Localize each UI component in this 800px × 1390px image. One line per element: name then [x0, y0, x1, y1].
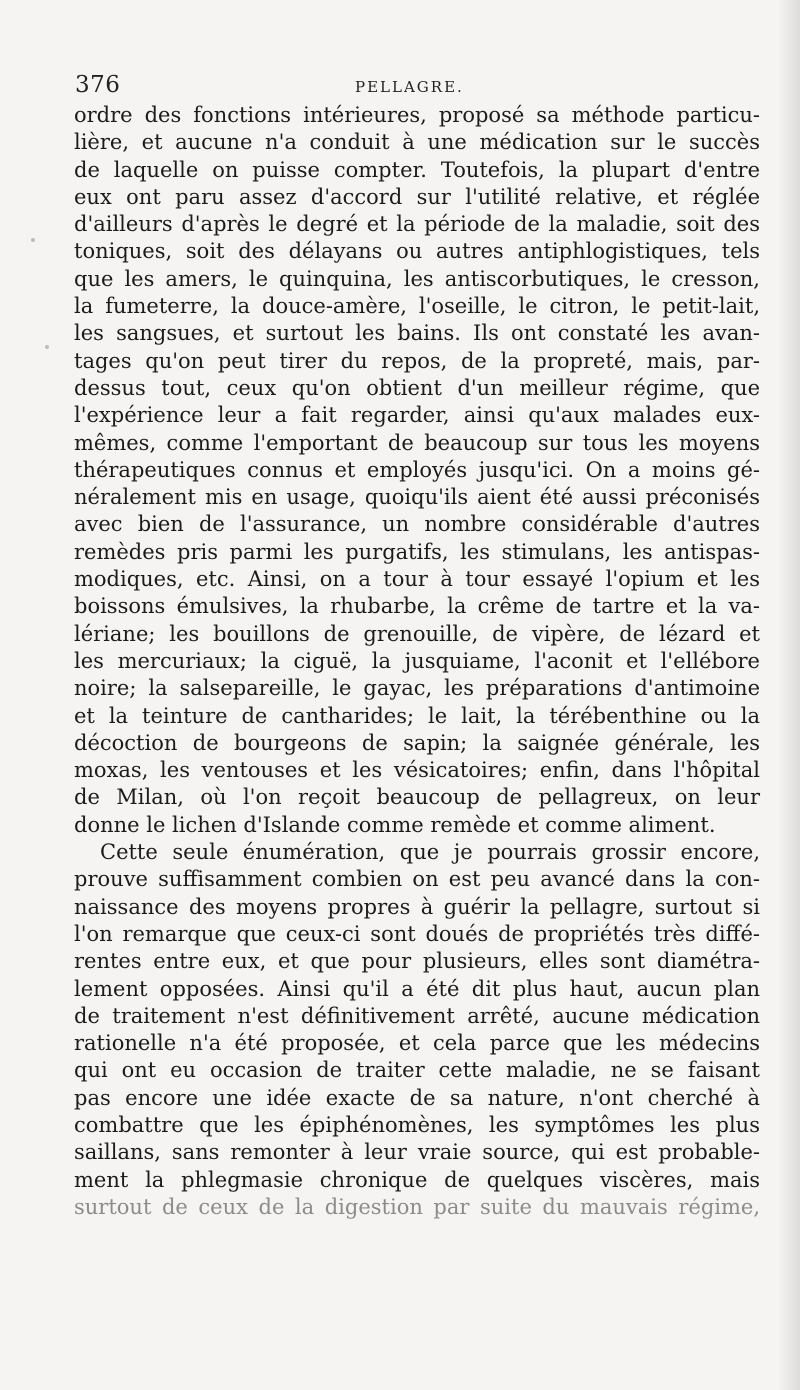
- text-line: ment la phlegmasie chronique de quelques viscères, mais: [74, 1167, 760, 1192]
- text-line: les mercuriaux; la ciguë, la jusquiame, l'aconit et l'ellébore: [74, 648, 760, 673]
- text-line: mêmes, comme l'emportant de beaucoup sur tous les moyens: [74, 430, 760, 455]
- text-line: rentes entre eux, et que pour plusieurs, elles sont diamétra-: [74, 949, 760, 974]
- text-line: de Milan, où l'on reçoit beaucoup de pellagreux, on leur: [74, 785, 760, 810]
- text-line: prouve suffisamment combien on est peu avancé dans la con-: [74, 867, 760, 892]
- text-line: l'expérience leur a fait regarder, ainsi qu'aux malades eux-: [74, 403, 760, 428]
- page-edge-shadow: [778, 0, 800, 1390]
- text-line: thérapeutiques connus et employés jusqu'ici. On a moins gé-: [74, 457, 760, 482]
- text-line: boissons émulsives, la rhubarbe, la crême de tartre et la va-: [74, 594, 760, 619]
- text-line: de traitement n'est définitivement arrêté, aucune médication: [74, 1003, 760, 1028]
- text-line: eux ont paru assez d'accord sur l'utilité relative, et réglée: [74, 184, 760, 209]
- body-text: [74, 102, 760, 1221]
- margin-speck: [45, 345, 49, 349]
- text-line: noire; la salsepareille, le gayac, les préparations d'antimoine: [74, 676, 760, 701]
- text-line: saillans, sans remonter à leur vraie source, qui est probable-: [74, 1140, 760, 1165]
- text-line: combattre que les épiphénomènes, les symptômes les plus: [74, 1112, 760, 1137]
- text-line: néralement mis en usage, quoiqu'ils aient été aussi préconisés: [74, 485, 760, 510]
- running-head: [75, 72, 755, 106]
- text-line: dessus tout, ceux qu'on obtient d'un meilleur régime, que: [74, 375, 760, 400]
- page-number: 376: [75, 72, 121, 98]
- text-line: Cette seule énumération, que je pourrais grossir encore,: [100, 840, 760, 865]
- text-line: moxas, les ventouses et les vésicatoires; enfin, dans l'hôpital: [74, 758, 760, 783]
- text-line: naissance des moyens propres à guérir la pellagre, surtout si: [74, 894, 760, 919]
- text-line: modiques, etc. Ainsi, on a tour à tour essayé l'opium et les: [74, 567, 760, 592]
- text-line: pas encore une idée exacte de sa nature, n'ont cherché à: [74, 1085, 760, 1110]
- text-line: et la teinture de cantharides; le lait, la térébenthine ou la: [74, 703, 760, 728]
- text-line: tages qu'on peut tirer du repos, de la propreté, mais, par-: [74, 348, 760, 373]
- running-title: PELLAGRE.: [355, 78, 464, 96]
- text-line: la fumeterre, la douce-amère, l'oseille, le citron, le petit-lait,: [74, 294, 760, 319]
- paragraph-2: [74, 839, 760, 1221]
- text-line: donne le lichen d'Islande comme remède et comme aliment.: [74, 812, 716, 837]
- text-line: décoction de bourgeons de sapin; la saignée générale, les: [74, 730, 760, 755]
- text-line: que les amers, le quinquina, les antiscorbutiques, le cresson,: [74, 266, 760, 291]
- text-line: les sangsues, et surtout les bains. Ils ont constaté les avan-: [74, 321, 760, 346]
- text-line: qui ont eu occasion de traiter cette maladie, ne se faisant: [74, 1058, 760, 1083]
- text-line: de laquelle on puisse compter. Toutefois, la plupart d'entre: [74, 157, 760, 182]
- text-line: d'ailleurs d'après le degré et la période de la maladie, soit des: [74, 212, 760, 237]
- text-line: lement opposées. Ainsi qu'il a été dit plus haut, aucun plan: [74, 976, 760, 1001]
- text-line: ordre des fonctions intérieures, proposé sa méthode particu-: [74, 103, 760, 127]
- text-line: toniques, soit des délayans ou autres antiphlogistiques, tels: [74, 239, 760, 264]
- margin-speck: [31, 238, 35, 242]
- paragraph-1: [74, 102, 760, 839]
- text-line: surtout de ceux de la digestion par suite du mauvais régime,: [74, 1194, 760, 1219]
- text-line: remèdes pris parmi les purgatifs, les stimulans, les antispas-: [74, 539, 760, 564]
- text-line: rationelle n'a été proposée, et cela parce que les médecins: [74, 1031, 760, 1056]
- text-line: l'on remarque que ceux-ci sont doués de propriétés très diffé-: [74, 921, 760, 946]
- text-line: lériane; les bouillons de grenouille, de vipère, de lézard et: [74, 621, 760, 646]
- text-line: lière, et aucune n'a conduit à une médication sur le succès: [74, 130, 760, 155]
- text-line: avec bien de l'assurance, un nombre considérable d'autres: [74, 512, 760, 537]
